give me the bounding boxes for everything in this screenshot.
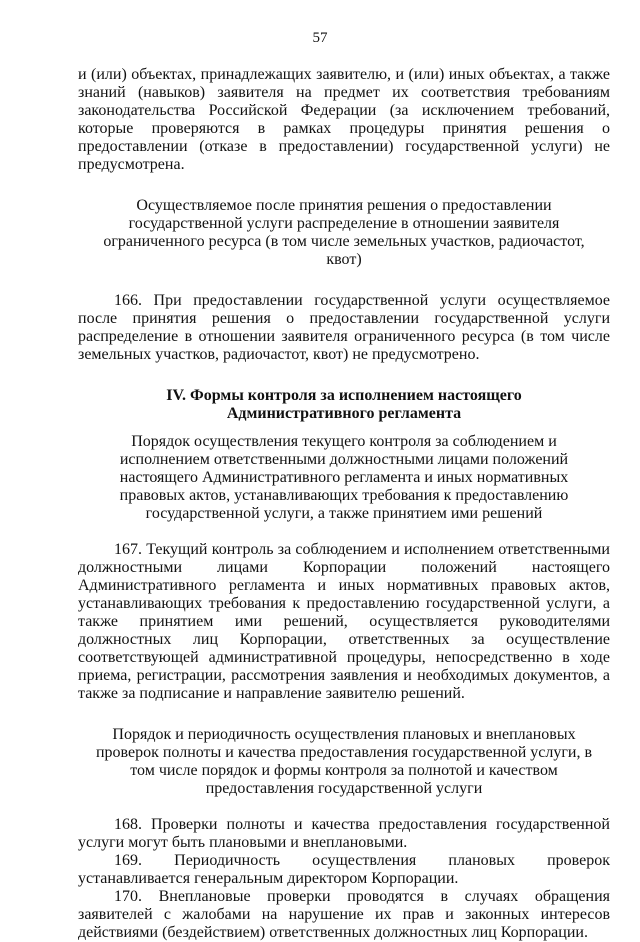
paragraph-170: 170. Внеплановые проверки проводятся в случаях обращения заявителей с жалобами на нарушение их прав и законных интересов действиями (бездействием) ответственных должностных лиц Корпорации. — [78, 888, 610, 941]
paragraph-continuation: и (или) объектах, принадлежащих заявителю, и (или) иных объектах, а также знаний (навыков) заявителя на предмет их соответствия требованиям законодательства Российской Федерации (за исключением требований, которые проверяются в рамках процедуры принятия решения о предоставлении (отказе в предоставлении) государственной услуги) не предусмотрена. — [78, 66, 610, 173]
paragraph-168: 168. Проверки полноты и качества предоставления государственной услуги могут быть плановыми и внеплановыми. — [78, 816, 610, 851]
paragraph-166: 166. При предоставлении государственной услуги осуществляемое после принятия решения о предоставлении государственной услуги распределение в отношении заявителя ограниченного ресурса (в том числе земельных участков, радиочастот, квот) не предусмотрено. — [78, 292, 610, 363]
paragraph-169: 169. Периодичность осуществления плановых проверок устанавливается генеральным директором Корпорации. — [78, 852, 610, 887]
section-heading-iv: IV. Формы контроля за исполнением настоящего Административного регламента — [166, 387, 522, 422]
subheading-current-control: Порядок осуществления текущего контроля за соблюдением и исполнением ответственными должностными лицами положений настоящего Административного регламента и иных нормативных правовых актов, устанавливающих требования к предоставлению государственной услуги, а также принятием ими решений — [119, 433, 569, 522]
subheading-inspections: Порядок и периодичность осуществления плановых и внеплановых проверок полноты и качества предоставления государственной услуги, в том числе порядок и формы контроля за полнотой и качеством предоставления государственной услуги — [95, 726, 593, 797]
document-body — [78, 66, 610, 942]
paragraph-167: 167. Текущий контроль за соблюдением и исполнением ответственными должностными лицами Корпорации положений настоящего Административного регламента и иных нормативных правовых актов, устанавливающих требования к предоставлению государственной услуги, а также принятием ими решений, осуществляется руководителями должностных лиц Корпорации, ответственных за осуществление соответствующей административной процедуры, непосредственно в ходе приема, регистрации, рассмотрения заявления и необходимых документов, а также за подписание и направление заявителю решений. — [78, 541, 610, 702]
subheading-resource-distribution: Осуществляемое после принятия решения о предоставлении государственной услуги распределение в отношении заявителя ограниченного ресурса (в том числе земельных участков, радиочастот, квот) — [103, 197, 585, 268]
page-number: 57 — [312, 30, 328, 46]
